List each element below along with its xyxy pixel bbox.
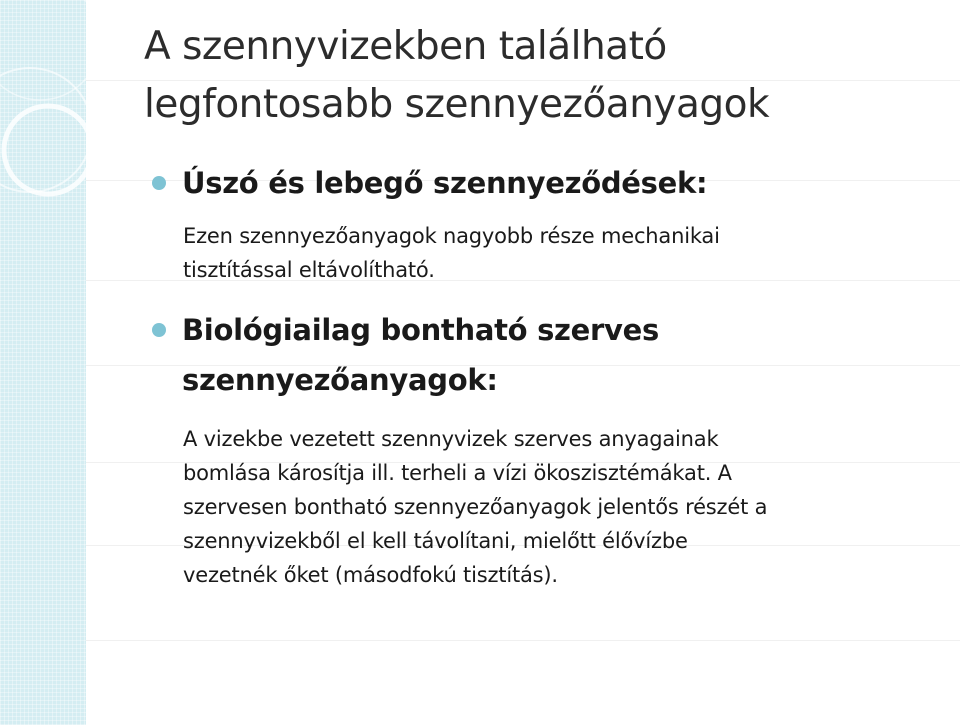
body-line: szervesen bontható szennyezőanyagok jelentős részét a [183,495,768,519]
slide-title-line: A szennyvizekben található [144,24,667,69]
bullet-icon [152,176,166,190]
body-line: A vizekbe vezetett szennyvizek szerves anyagainak [183,427,719,451]
body-line: bomlása károsítja ill. terheli a vízi ökoszisztémákat. A [183,461,732,485]
decorative-circles-graphic [0,0,86,725]
section-heading-floating-solids [182,158,942,208]
body-line: szennyvizekből el kell távolítani, mielőtt élővízbe [183,529,688,553]
section-heading-line: Úszó és lebegő szennyeződések: [182,166,708,200]
decorative-side-band [0,0,86,725]
body-line: vezetnék őket (másodfokú tisztítás). [183,563,558,587]
section-heading-line: szennyezőanyagok: [182,363,498,397]
section-body-biodegradable-organics [183,422,953,592]
section-body-floating-solids [183,219,953,287]
body-line: tisztítással eltávolítható. [183,258,435,282]
bullet-icon [152,323,166,337]
slide-title-line: legfontosabb szennyezőanyagok [144,82,770,127]
body-line: Ezen szennyezőanyagok nagyobb része mechanikai [183,224,720,248]
divider-line [86,640,960,641]
section-heading-line: Biológiailag bontható szerves [182,313,659,347]
section-heading-biodegradable-organics [182,305,942,405]
slide-title [144,18,944,134]
